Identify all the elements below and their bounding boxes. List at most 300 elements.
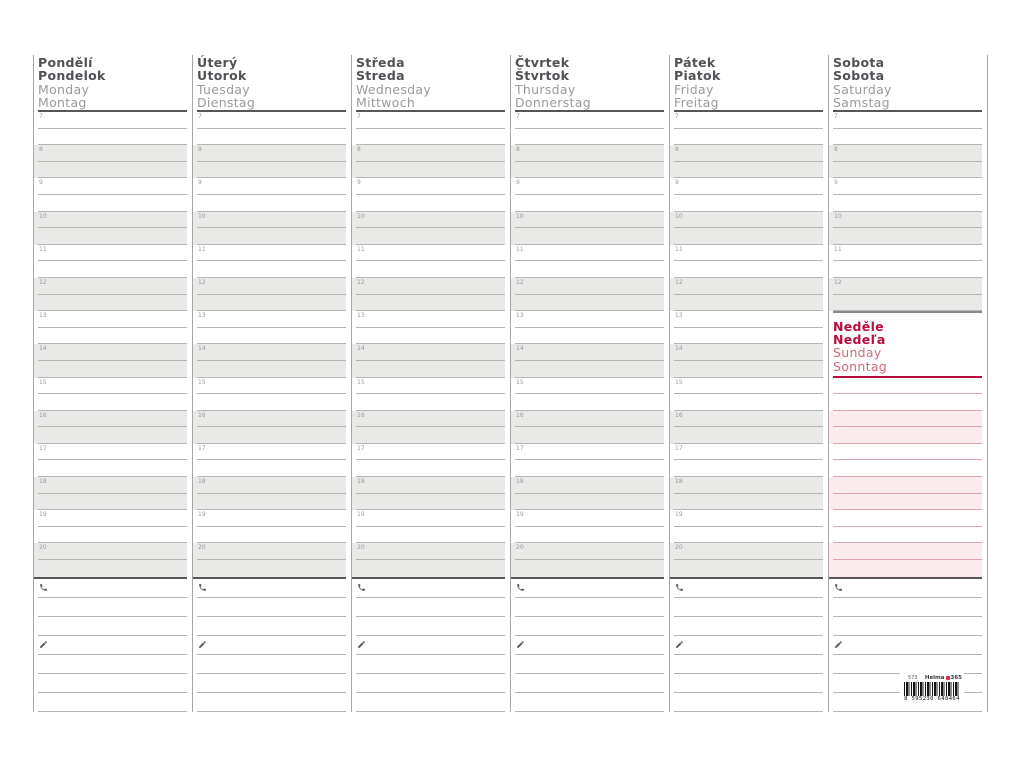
hour-row [352, 411, 505, 428]
hour-row [352, 460, 505, 477]
hour-label: 20 [675, 544, 683, 552]
hour-label: 13 [39, 312, 47, 320]
hour-row [352, 295, 505, 312]
day-name: Utorok [197, 68, 247, 84]
day-column-friday [669, 55, 828, 712]
sunday-name: Nedeľa [833, 331, 886, 347]
note-row [352, 655, 505, 674]
hour-row [352, 311, 505, 328]
hour-label: 9 [516, 179, 520, 187]
note-row [193, 674, 346, 693]
hour-label: 17 [516, 444, 524, 452]
note-row [193, 617, 346, 636]
hour-row [511, 129, 664, 146]
hour-label: 9 [198, 179, 202, 187]
hour-label: 16 [39, 411, 47, 419]
pencil-notes-section [34, 636, 187, 712]
hour-row [511, 543, 664, 560]
hour-row [352, 494, 505, 511]
note-row [670, 693, 823, 712]
hour-label: 17 [39, 444, 47, 452]
note-row [670, 598, 823, 617]
note-row [193, 693, 346, 712]
sunday-row [829, 427, 982, 444]
hour-row [670, 344, 823, 361]
day-column-tuesday [192, 55, 351, 712]
hour-label: 7 [834, 113, 838, 120]
note-row [670, 617, 823, 636]
hour-row [670, 328, 823, 345]
hour-row [193, 477, 346, 494]
hour-label: 8 [39, 146, 43, 154]
hour-label: 11 [516, 245, 524, 253]
hour-row [670, 162, 823, 179]
hour-label: 15 [198, 378, 206, 386]
hour-row [193, 411, 346, 428]
day-header [511, 55, 664, 112]
sunday-row [829, 378, 982, 395]
hour-row [34, 560, 187, 577]
hour-label: 7 [675, 113, 679, 120]
hour-label: 17 [198, 444, 206, 452]
hour-label: 19 [516, 511, 524, 519]
hour-row [670, 245, 823, 262]
hour-row [511, 494, 664, 511]
hour-row [193, 228, 346, 245]
note-row [34, 655, 187, 674]
hour-row [352, 344, 505, 361]
hour-row [34, 444, 187, 461]
note-row [511, 674, 664, 693]
hour-row [829, 162, 982, 179]
hour-row [511, 344, 664, 361]
note-row [352, 693, 505, 712]
hour-label: 15 [39, 378, 47, 386]
note-row [511, 598, 664, 617]
hour-row [193, 162, 346, 179]
hour-label: 9 [675, 179, 679, 187]
note-row [34, 598, 187, 617]
day-name: Monday [38, 81, 90, 97]
sunday-row [829, 560, 982, 577]
hour-label: 16 [357, 411, 365, 419]
hour-row [670, 394, 823, 411]
hour-row [511, 311, 664, 328]
hour-row [511, 178, 664, 195]
hour-label: 10 [39, 212, 47, 220]
hour-label: 20 [39, 544, 47, 552]
hour-row [829, 129, 982, 146]
hour-row [193, 510, 346, 527]
day-name: Pátek [674, 55, 716, 70]
hour-row [829, 278, 982, 295]
hour-row [193, 344, 346, 361]
note-row [670, 655, 823, 674]
day-column-saturday [828, 55, 987, 712]
hour-row [352, 477, 505, 494]
note-row [352, 598, 505, 617]
barcode-block [900, 672, 964, 711]
hour-row [670, 112, 823, 129]
hour-row [352, 178, 505, 195]
note-row [34, 693, 187, 712]
hour-row [34, 162, 187, 179]
day-header [670, 55, 823, 112]
hour-label: 12 [357, 278, 365, 286]
hour-label: 10 [357, 212, 365, 220]
hour-label: 10 [675, 212, 683, 220]
hour-row [34, 178, 187, 195]
hour-row [670, 560, 823, 577]
hour-label: 12 [834, 278, 842, 286]
hour-row [511, 394, 664, 411]
hour-row [34, 278, 187, 295]
hour-label: 19 [39, 511, 47, 519]
hour-label: 15 [516, 378, 524, 386]
hour-row [193, 378, 346, 395]
note-row [34, 636, 187, 655]
day-column-content [352, 55, 505, 712]
hour-row [511, 527, 664, 544]
sunday-header [829, 313, 982, 378]
hour-label: 11 [357, 245, 365, 253]
hour-row [34, 228, 187, 245]
hour-row [193, 178, 346, 195]
hour-label: 8 [834, 146, 838, 154]
hour-row [34, 195, 187, 212]
hour-row [34, 460, 187, 477]
sunday-row [829, 527, 982, 544]
hour-label: 16 [675, 411, 683, 419]
hour-row [34, 344, 187, 361]
hour-row [829, 178, 982, 195]
hour-row [829, 228, 982, 245]
hour-row [352, 228, 505, 245]
hour-label: 14 [516, 345, 524, 353]
hour-row [670, 178, 823, 195]
hour-row [511, 510, 664, 527]
hour-label: 16 [516, 411, 524, 419]
sunday-name: Neděle [833, 318, 884, 334]
sunday-row [829, 477, 982, 494]
hour-row [511, 261, 664, 278]
hour-row [670, 510, 823, 527]
barcode-header [900, 672, 964, 681]
day-name: Mittwoch [356, 94, 416, 110]
hour-row [670, 494, 823, 511]
hour-row [193, 278, 346, 295]
hour-row [352, 361, 505, 378]
day-column-thursday [510, 55, 669, 712]
hour-label: 15 [357, 378, 365, 386]
hour-row [193, 145, 346, 162]
hour-row [670, 444, 823, 461]
hour-row [829, 195, 982, 212]
hour-row [511, 295, 664, 312]
hour-row [34, 494, 187, 511]
hour-label: 17 [675, 444, 683, 452]
phone-notes-section [352, 577, 505, 636]
day-name: Donnerstag [515, 94, 591, 110]
hour-label: 12 [198, 278, 206, 286]
hour-row [193, 494, 346, 511]
hour-row [829, 112, 982, 129]
hour-row [670, 278, 823, 295]
note-row [670, 674, 823, 693]
hour-row [511, 212, 664, 229]
phone-notes-section [829, 577, 982, 636]
hour-row [193, 328, 346, 345]
note-row [829, 655, 982, 674]
hour-row [670, 527, 823, 544]
product-code: 573 [908, 675, 918, 681]
hour-label: 14 [198, 345, 206, 353]
note-row [34, 617, 187, 636]
hour-row [829, 145, 982, 162]
note-row [352, 617, 505, 636]
day-name: Sobota [833, 68, 885, 84]
sunday-row [829, 510, 982, 527]
hour-row [670, 228, 823, 245]
day-header [34, 55, 187, 112]
day-name: Sobota [833, 55, 885, 70]
hour-row [193, 361, 346, 378]
hour-label: 20 [516, 544, 524, 552]
hour-row [511, 460, 664, 477]
hour-row [193, 560, 346, 577]
sunday-row [829, 460, 982, 477]
note-row [193, 636, 346, 655]
hour-row [34, 112, 187, 129]
hour-row [352, 378, 505, 395]
day-column-content [34, 55, 187, 712]
note-row [193, 655, 346, 674]
hour-label: 8 [198, 146, 202, 154]
hour-label: 8 [516, 146, 520, 154]
hour-row [352, 510, 505, 527]
hour-row [34, 527, 187, 544]
hour-label: 18 [198, 478, 206, 486]
brand-name: Helma [924, 675, 945, 681]
day-column-content [829, 55, 982, 712]
day-name: Freitag [674, 94, 719, 110]
hour-row [193, 394, 346, 411]
pencil-notes-section [193, 636, 346, 712]
hour-row [829, 212, 982, 229]
day-column-content [511, 55, 664, 712]
barcode-number: 8 595230 648464 [904, 696, 960, 702]
phone-notes-section [670, 577, 823, 636]
hour-row [829, 261, 982, 278]
hour-row [511, 162, 664, 179]
hour-row [193, 427, 346, 444]
day-name: Thursday [515, 81, 576, 97]
hour-row [193, 444, 346, 461]
hour-row [352, 543, 505, 560]
hour-label: 13 [516, 312, 524, 320]
hour-row [193, 195, 346, 212]
hour-row [670, 212, 823, 229]
pencil-notes-section [670, 636, 823, 712]
note-row [193, 598, 346, 617]
hour-label: 10 [516, 212, 524, 220]
sunday-row [829, 543, 982, 560]
hour-row [829, 245, 982, 262]
hour-row [193, 245, 346, 262]
day-name: Úterý [197, 55, 238, 70]
hour-row [352, 444, 505, 461]
note-row [511, 655, 664, 674]
day-name: Pondelok [38, 68, 106, 84]
day-name: Saturday [833, 81, 892, 97]
hour-row [352, 162, 505, 179]
hour-row [511, 278, 664, 295]
hour-row [511, 145, 664, 162]
note-row [193, 579, 346, 598]
hour-label: 9 [39, 179, 43, 187]
hour-label: 7 [198, 113, 202, 120]
day-column-wednesday [351, 55, 510, 712]
hour-label: 12 [39, 278, 47, 286]
hour-row [511, 228, 664, 245]
hour-row [670, 460, 823, 477]
day-name: Piatok [674, 68, 721, 84]
note-row [352, 674, 505, 693]
hour-row [193, 311, 346, 328]
hour-label: 18 [675, 478, 683, 486]
hour-row [511, 411, 664, 428]
hour-label: 12 [516, 278, 524, 286]
phone-notes-section [34, 577, 187, 636]
note-row [829, 579, 982, 598]
note-row [829, 636, 982, 655]
day-name: Samstag [833, 94, 890, 110]
hour-label: 13 [675, 312, 683, 320]
hour-row [352, 527, 505, 544]
hour-row [34, 394, 187, 411]
day-column-content [670, 55, 823, 712]
hour-label: 11 [198, 245, 206, 253]
sunday-row [829, 494, 982, 511]
hour-label: 10 [834, 212, 842, 220]
hour-label: 7 [39, 113, 43, 120]
weekly-planner-grid [33, 55, 988, 712]
sunday-row [829, 394, 982, 411]
hour-row [193, 212, 346, 229]
day-column-monday [33, 55, 192, 712]
day-name: Tuesday [197, 81, 250, 97]
hour-label: 19 [357, 511, 365, 519]
hour-label: 12 [675, 278, 683, 286]
hour-grid [352, 112, 505, 577]
hour-row [352, 278, 505, 295]
hour-row [34, 361, 187, 378]
note-row [670, 636, 823, 655]
note-row [511, 617, 664, 636]
day-header [829, 55, 982, 112]
hour-label: 7 [357, 113, 361, 120]
day-column-content [193, 55, 346, 712]
hour-label: 19 [198, 511, 206, 519]
hour-row [34, 245, 187, 262]
note-row [34, 579, 187, 598]
brand-logo [925, 675, 962, 681]
day-header [193, 55, 346, 112]
hour-grid [193, 112, 346, 577]
note-row [670, 579, 823, 598]
hour-label: 20 [198, 544, 206, 552]
hour-row [34, 427, 187, 444]
hour-row [193, 295, 346, 312]
hour-grid [829, 112, 982, 577]
day-name: Wednesday [356, 81, 432, 97]
note-row [829, 617, 982, 636]
hour-row [670, 378, 823, 395]
sunday-row [829, 444, 982, 461]
note-row [352, 636, 505, 655]
hour-row [352, 195, 505, 212]
hour-row [670, 261, 823, 278]
barcode [904, 682, 960, 696]
hour-grid [511, 112, 664, 577]
hour-row [511, 361, 664, 378]
phone-notes-section [511, 577, 664, 636]
hour-row [352, 560, 505, 577]
hour-row [34, 411, 187, 428]
hour-label: 18 [516, 478, 524, 486]
hour-row [352, 245, 505, 262]
sunday-name: Sunday [833, 345, 882, 361]
hour-row [34, 212, 187, 229]
hour-row [34, 145, 187, 162]
hour-row [511, 378, 664, 395]
hour-label: 9 [357, 179, 361, 187]
hour-row [670, 427, 823, 444]
hour-row [34, 311, 187, 328]
hour-label: 11 [675, 245, 683, 253]
hour-row [670, 295, 823, 312]
hour-row [670, 195, 823, 212]
hour-row [193, 527, 346, 544]
hour-row [34, 543, 187, 560]
hour-label: 7 [516, 113, 520, 120]
hour-row [670, 543, 823, 560]
hour-grid [34, 112, 187, 577]
note-row [34, 674, 187, 693]
hour-label: 8 [357, 146, 361, 154]
hour-row [34, 261, 187, 278]
hour-row [511, 444, 664, 461]
hour-label: 17 [357, 444, 365, 452]
hour-row [34, 328, 187, 345]
hour-label: 14 [357, 345, 365, 353]
hour-label: 16 [198, 411, 206, 419]
note-row [829, 598, 982, 617]
hour-row [352, 394, 505, 411]
hour-grid [670, 112, 823, 577]
hour-label: 11 [39, 245, 47, 253]
hour-row [34, 477, 187, 494]
phone-notes-section [193, 577, 346, 636]
hour-row [670, 311, 823, 328]
hour-row [193, 261, 346, 278]
hour-row [670, 477, 823, 494]
hour-row [34, 295, 187, 312]
hour-row [511, 195, 664, 212]
hour-row [670, 411, 823, 428]
hour-row [352, 427, 505, 444]
hour-label: 10 [198, 212, 206, 220]
